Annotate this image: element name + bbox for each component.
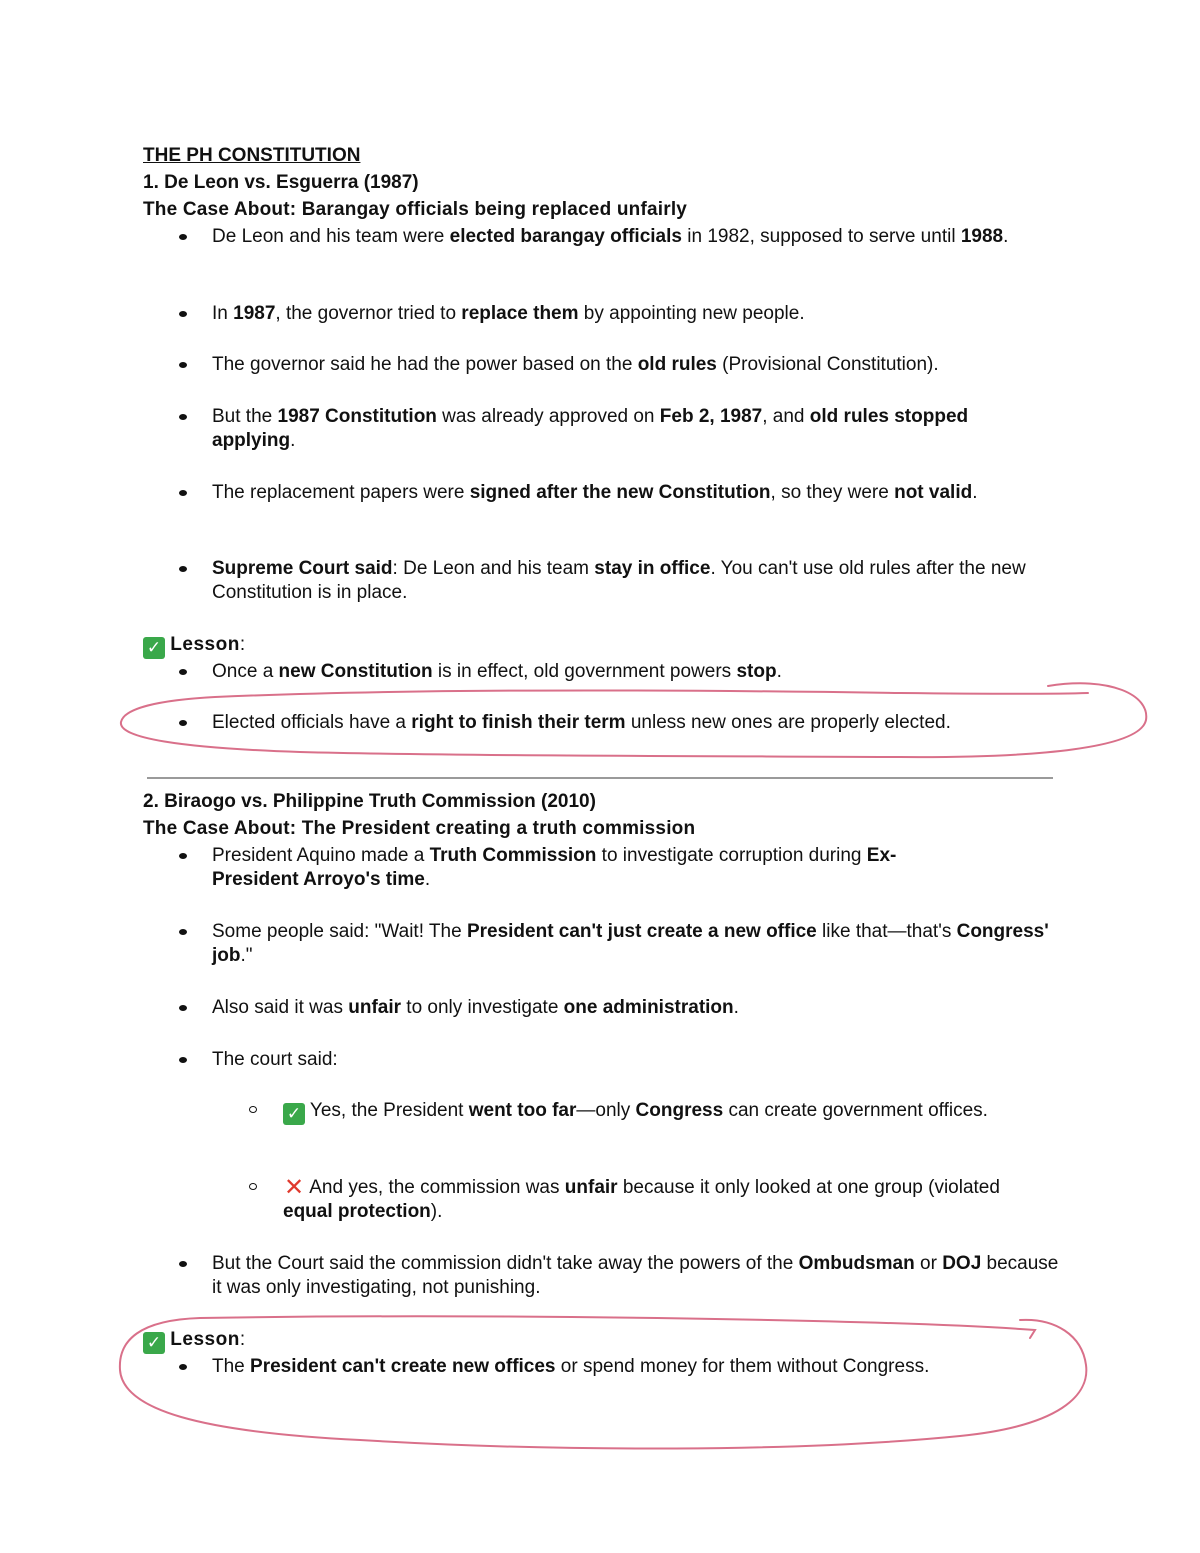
case1-lesson-bullet: Elected officials have a right to finish their term unless new ones are properly elected.	[212, 711, 1072, 735]
document-title: THE PH CONSTITUTION	[143, 145, 361, 166]
case1-bullet: Supreme Court said: De Leon and his team stay in office. You can't use old rules after the new Constitution is in place.	[212, 557, 1072, 605]
case2-about: The Case About: The President creating a truth commission	[143, 818, 696, 839]
case1-bullet: De Leon and his team were elected barangay officials in 1982, supposed to serve until 1988.	[212, 225, 1072, 249]
case2-lesson-label: ✓ Lesson:	[143, 1328, 245, 1354]
case1-bullet: But the 1987 Constitution was already approved on Feb 2, 1987, and old rules stopped applying.	[212, 405, 1012, 453]
check-mark-icon: ✓	[143, 1332, 165, 1354]
check-mark-icon: ✓	[283, 1103, 305, 1125]
case1-about: The Case About: Barangay officials being replaced unfairly	[143, 199, 688, 220]
case1-bullet: The replacement papers were signed after the new Constitution, so they were not valid.	[212, 481, 1042, 505]
case2-bullet: The court said:	[212, 1048, 1072, 1072]
case2-sub-bullet: ✕ And yes, the commission was unfair because it only looked at one group (violated equal protection).	[283, 1176, 1023, 1224]
case1-bullet: In 1987, the governor tried to replace them by appointing new people.	[212, 302, 1072, 326]
case2-sub-bullet: ✓ Yes, the President went too far—only Congress can create government offices.	[283, 1099, 1023, 1125]
section-divider	[147, 777, 1053, 779]
case1-lesson-bullet: Once a new Constitution is in effect, old government powers stop.	[212, 660, 1072, 684]
cross-mark-icon: ✕	[283, 1174, 305, 1201]
case2-bullet: Also said it was unfair to only investigate one administration.	[212, 996, 1072, 1020]
case2-bullet: But the Court said the commission didn't take away the powers of the Ombudsman or DOJ because it was only investigating, not punishing.	[212, 1252, 1062, 1300]
check-mark-icon: ✓	[143, 637, 165, 659]
case2-bullet: Some people said: "Wait! The President can't just create a new office like that—that's Congress' job."	[212, 920, 1072, 968]
case2-lesson-bullet: The President can't create new offices or spend money for them without Congress.	[212, 1355, 1072, 1379]
case1-lesson-label: ✓ Lesson:	[143, 633, 245, 659]
case2-bullet: President Aquino made a Truth Commission to investigate corruption during Ex-President Arroyo's time.	[212, 844, 972, 892]
annotation-loop-2	[120, 1316, 1086, 1448]
case2-heading: 2. Biraogo vs. Philippine Truth Commission (2010)	[143, 791, 596, 812]
case1-heading: 1. De Leon vs. Esguerra (1987)	[143, 172, 419, 193]
case1-bullet: The governor said he had the power based on the old rules (Provisional Constitution).	[212, 353, 1072, 377]
